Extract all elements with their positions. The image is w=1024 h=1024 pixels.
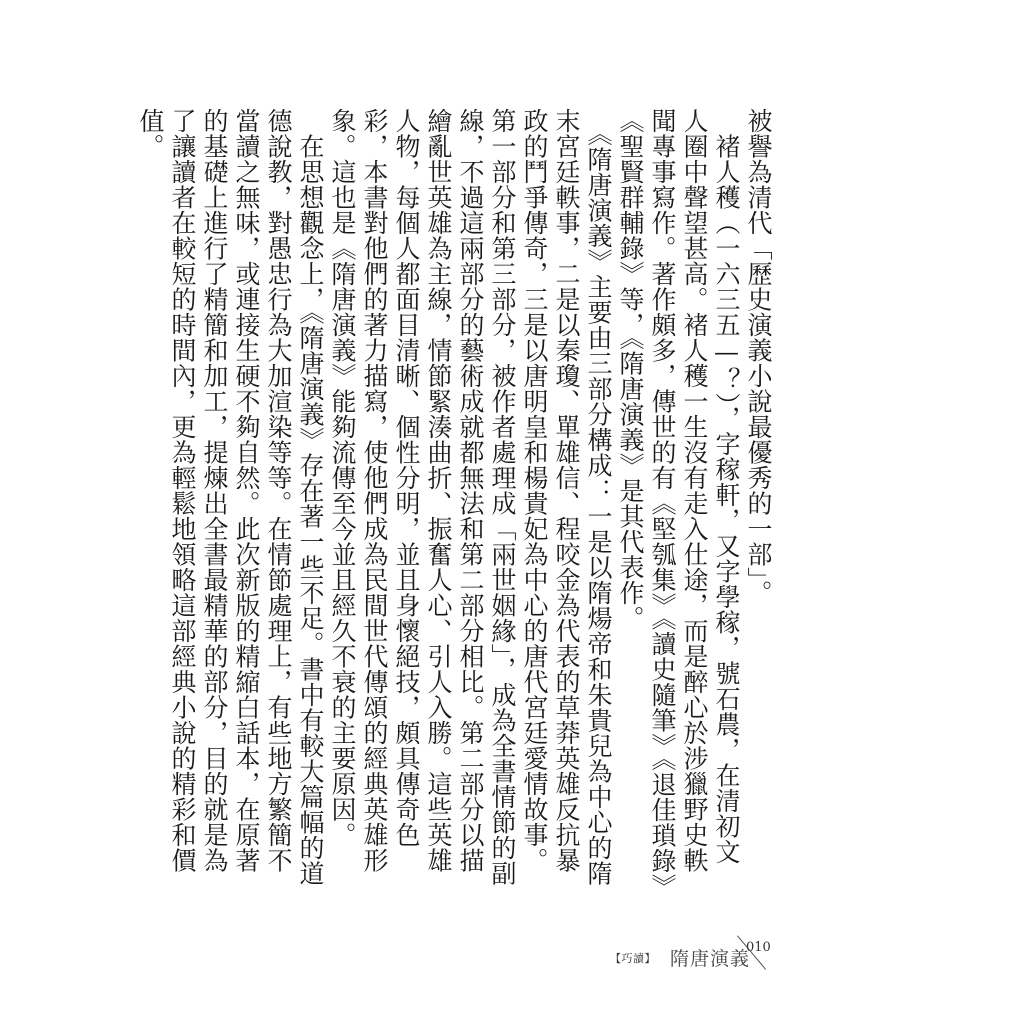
paragraph-1: 被譽為清代「歷史演義小說最優秀的一部」。 (744, 108, 773, 606)
page-footer (610, 928, 780, 978)
page-number: 010 (746, 940, 771, 955)
paragraph-3: 《隋唐演義》主要由三部分構成：一是以隋煬帝和朱貴兒為中心的隋末宮廷軼事，二是以秦瓊、單雄信、程咬金為代表的草莽英雄反抗暴政的鬥爭傳奇，三是以唐明皇和楊貴妃為中心的唐代宮廷愛情故事。第一部分和第三部分，被作者處理成「兩世姻緣」，成為全書情節的副線，不過這兩部分的藝術成就都無法和第二部分相比。第二部分以描繪亂世英雄為主線，情節緊湊曲折、振奮人心、引人入勝。這些英雄人物，每個人都面目清晰、個性分明，並且身懷絕技，頗具傳奇色彩，本書對他們的著力描寫，使他們成為民間世代傳頌的經典英雄形象。這也是《隋唐演義》能夠流傳至今並且經久不衰的主要原因。 (328, 108, 613, 886)
paragraph-2: 褚人穫（一六三五—？），字稼軒，又字學稼，號石農，在清初文人圈中聲望甚高。褚人穫一生沒有走入仕途，而是醉心於涉獵野史軼聞專事寫作。著作頗多，傳世的有《堅瓠集》《讀史隨筆》《退佳瑣錄》《聖賢群輔錄》等，《隋唐演義》是其代表作。 (616, 108, 741, 887)
book-title: 隋唐演義 (670, 948, 751, 970)
vertical-text-body (134, 108, 774, 888)
series-label: 【巧讀】 (610, 953, 656, 965)
paragraph-4: 在思想觀念上，《隋唐演義》存在著一些不足。書中有較大篇幅的道德說教，對愚忠行為大加渲染等等。在情節處理上，有些地方繁簡不當讀之無味，或連接生硬不夠自然。此次新版的精縮白話本，在原著的基礎上進行了精簡和加工，提煉出全書最精華的部分，目的就是為了讓讀者在較短的時間內，更為輕鬆地領略這部經典小說的精彩和價值。 (136, 108, 325, 886)
